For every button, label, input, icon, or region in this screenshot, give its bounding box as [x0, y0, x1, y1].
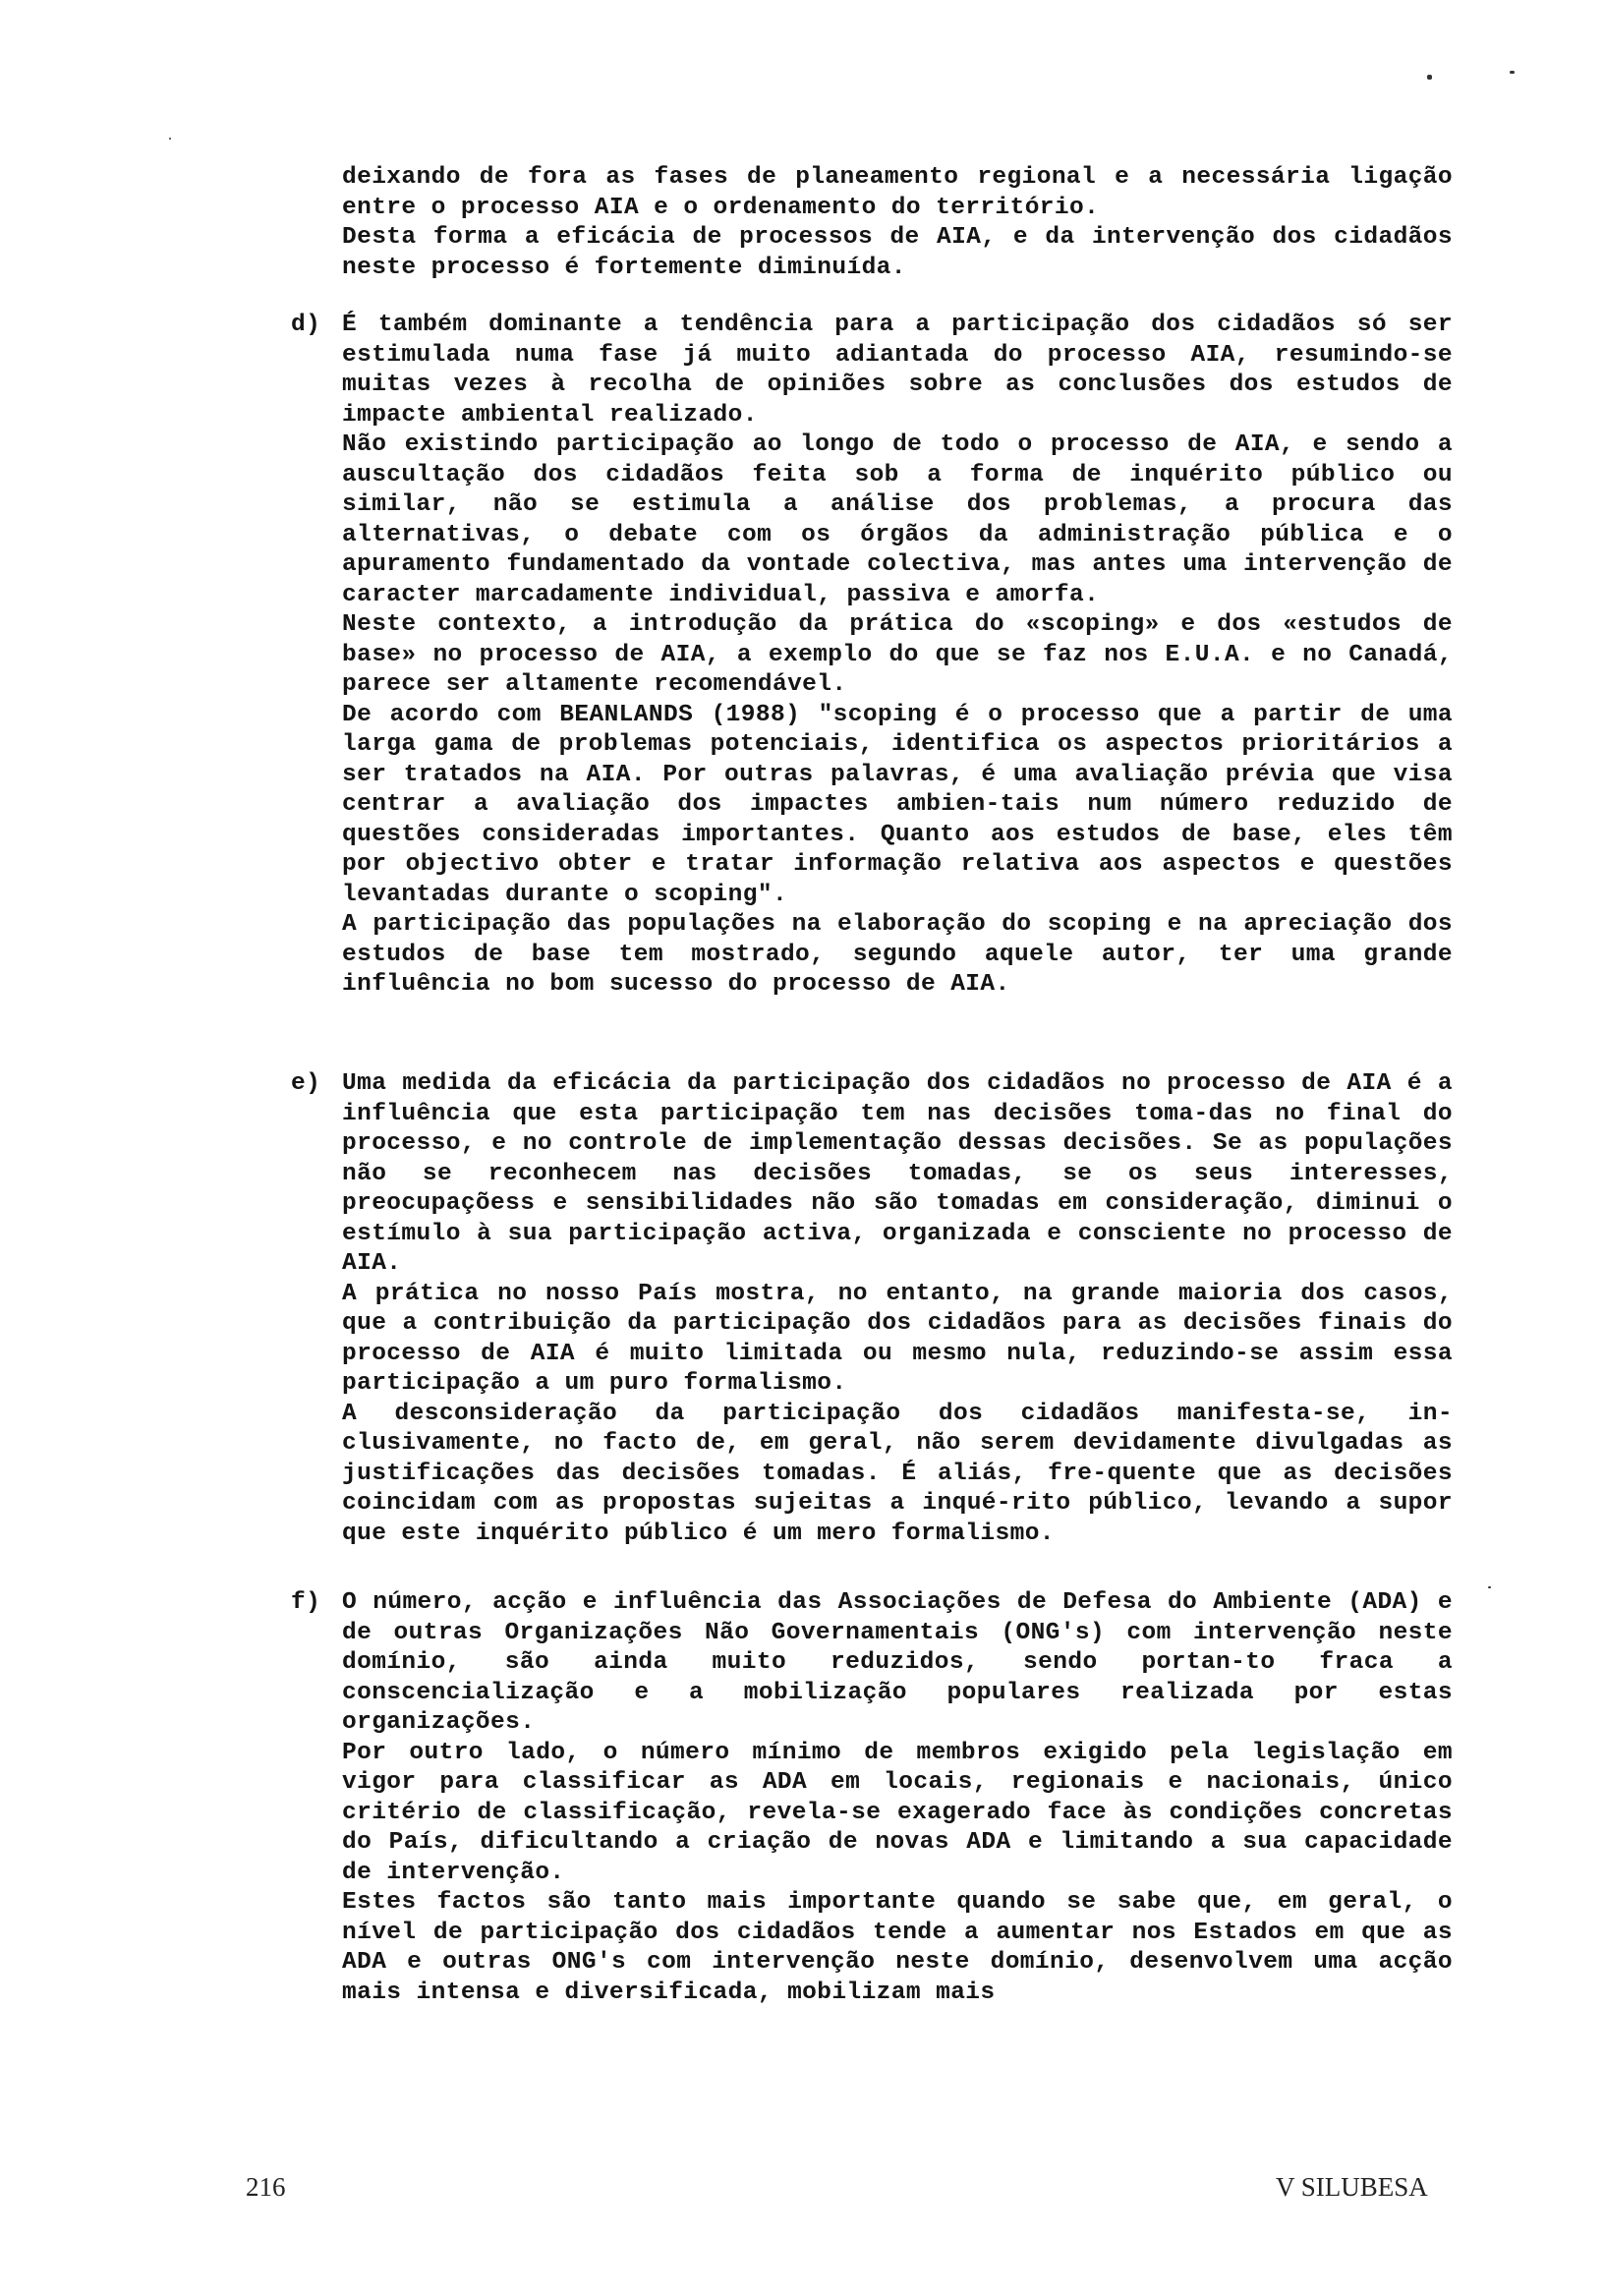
- scan-speck: [1427, 75, 1432, 80]
- section-marker: e): [291, 1070, 321, 1097]
- paragraph: Uma medida da eficácia da participação dos cidadãos no processo de AIA é a influência que esta participação tem nas decisões toma-das no final do processo, e no controle de implementação dessas decisões. Se as populações não se reconhecem nas decisões tomadas, se os seus interesses, preocupaçõess e sensibilidades não são tomadas em consideração, diminui o estímulo à sua participação activa, organizada e consciente no processo de AIA.: [342, 1070, 1453, 1277]
- paragraph: Estes factos são tanto mais importante quando se sabe que, em geral, o nível de participação dos cidadãos tende a aumentar nos Estados em que as ADA e outras ONG's com intervenção neste domínio, desenvolvem uma acção mais intensa e diversificada, mobilizam mais: [342, 1889, 1453, 2006]
- section-e: [291, 1069, 1453, 1549]
- paragraph: O número, acção e influência das Associações de Defesa do Ambiente (ADA) e de outras Organizações Não Governamentais (ONG's) com intervenção neste domínio, são ainda muito reduzidos, sendo portan-to fraca a conscencialização e a mobilização populares realizada por estas organizações.: [342, 1589, 1453, 1736]
- paragraph: A participação das populações na elaboração do scoping e na apreciação dos estudos de base tem mostrado, segundo aquele autor, ter uma grande influência no bom sucesso do processo de AIA.: [342, 911, 1453, 998]
- running-footer-title: V SILUBESA: [1276, 2172, 1428, 2202]
- paragraph: A desconsideração da participação dos cidadãos manifesta-se, in-clusivamente, no facto de, em geral, não serem devidamente divulgadas as justificações das decisões tomadas. É aliás, fre-quente que as decisões coincidam com as propostas sujeitas a inqué-rito público, levando a supor que este inquérito público é um mero formalismo.: [342, 1400, 1453, 1547]
- paragraph: Desta forma a eficácia de processos de AIA, e da intervenção dos cidadãos neste processo é fortemente diminuída.: [342, 224, 1453, 281]
- intro-block: [342, 163, 1453, 283]
- scan-speck: [1488, 1586, 1491, 1588]
- paragraph: Não existindo participação ao longo de todo o processo de AIA, e sendo a auscultação dos cidadãos feita sob a forma de inquérito público ou similar, não se estimula a análise dos problemas, a procura das alternativas, o debate com os órgãos da administração pública e o apuramento fundamentado da vontade colectiva, mas antes uma intervenção de caracter marcadamente individual, passiva e amorfa.: [342, 431, 1453, 608]
- scan-speck: [1510, 71, 1515, 74]
- paragraph: De acordo com BEANLANDS (1988) "scoping é o processo que a partir de uma larga gama de problemas potenciais, identifica os aspectos prioritários a ser tratados na AIA. Por outras palavras, é uma avaliação prévia que visa centrar a avaliação dos impactes ambien-tais num número reduzido de questões consideradas importantes. Quanto aos estudos de base, eles têm por objectivo obter e tratar informação relativa aos aspectos e questões levantadas durante o scoping".: [342, 701, 1453, 908]
- section-marker: f): [291, 1589, 321, 1616]
- section-f: [291, 1588, 1453, 2008]
- paragraph: É também dominante a tendência para a participação dos cidadãos só ser estimulada numa fase já muito adiantada do processo AIA, resumindo-se muitas vezes à recolha de opiniões sobre as conclusões dos estudos de impacte ambiental realizado.: [342, 312, 1453, 429]
- section-d: [291, 311, 1453, 1001]
- paragraph: Por outro lado, o número mínimo de membros exigido pela legislação em vigor para classificar as ADA em locais, regionais e nacionais, único critério de classificação, revela-se exagerado face às condições concretas do País, dificultando a criação de novas ADA e limitando a sua capacidade de intervenção.: [342, 1739, 1453, 1886]
- page-number: 216: [246, 2172, 286, 2202]
- section-marker: d): [291, 312, 321, 338]
- scan-speck: [169, 138, 171, 140]
- paragraph: deixando de fora as fases de planeamento regional e a necessária ligação entre o processo AIA e o ordenamento do território.: [342, 164, 1453, 221]
- paragraph: Neste contexto, a introdução da prática do «scoping» e dos «estudos de base» no processo de AIA, a exemplo do que se faz nos E.U.A. e no Canadá, parece ser altamente recomendável.: [342, 611, 1453, 698]
- paragraph: A prática no nosso País mostra, no entanto, na grande maioria dos casos, que a contribuição da participação dos cidadãos para as decisões finais do processo de AIA é muito limitada ou mesmo nula, reduzindo-se assim essa participação a um puro formalismo.: [342, 1280, 1453, 1397]
